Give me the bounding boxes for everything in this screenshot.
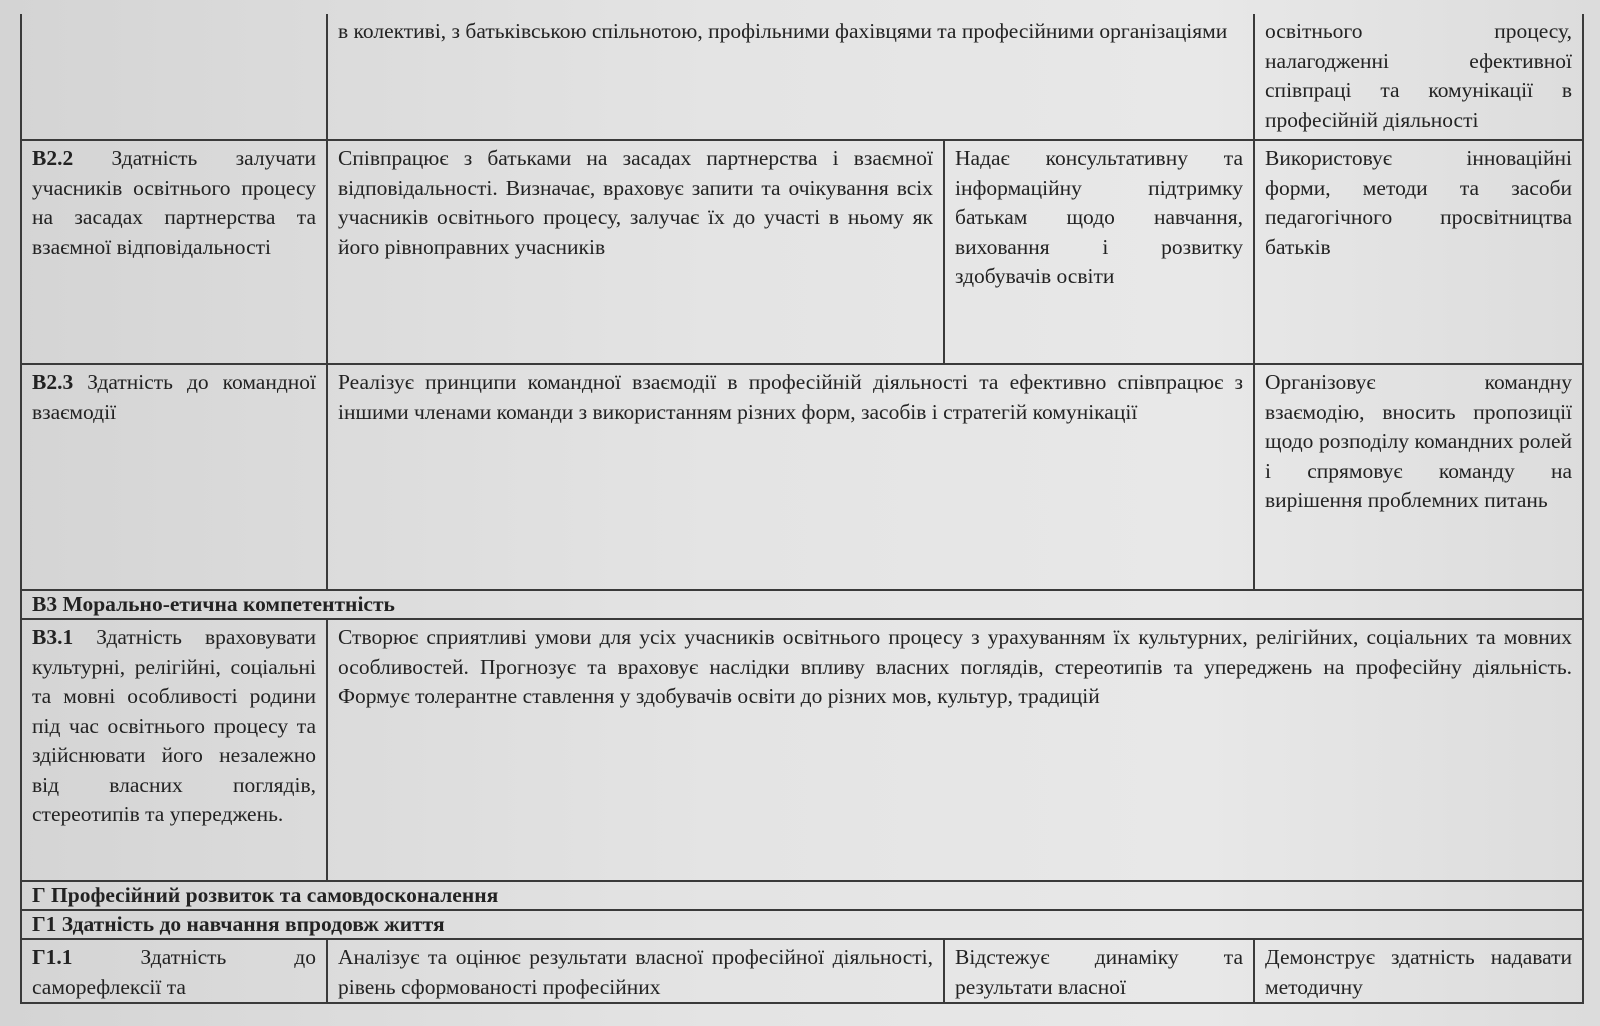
competency-code: В2.3 [32, 370, 74, 394]
competency-cell: В2.3 Здатність до командної взаємодії [21, 364, 327, 590]
competency-cell [21, 14, 327, 140]
competency-code: Г1.1 [32, 945, 73, 969]
basic-level-cell: Аналізує та оцінює результати власної професійної діяльності, рівень сформованості професійних [327, 939, 944, 1003]
table-row [21, 939, 1583, 1003]
competency-table [20, 14, 1584, 1004]
intermediate-level-cell: Відстежує динаміку та результати власної [944, 939, 1254, 1003]
table-row [21, 140, 1583, 364]
intermediate-level-cell: Надає консультативну та інформаційну підтримку батькам щодо навчання, виховання і розвитку здобувачів освіти [944, 140, 1254, 364]
competency-code: В3.1 [32, 625, 74, 649]
competency-cell: В2.2 Здатність залучати учасників освітнього процесу на засадах партнерства та взаємної відповідальності [21, 140, 327, 364]
description-cell: Реалізує принципи командної взаємодії в професійній діяльності та ефективно співпрацює з іншими членами команди з використанням різних форм, засобів і стратегій комунікації [327, 364, 1254, 590]
section-row [21, 881, 1583, 910]
section-row [21, 910, 1583, 939]
competency-cell: Г1.1 Здатність до саморефлексії та [21, 939, 327, 1003]
basic-level-cell: Співпрацює з батьками на засадах партнерства і взаємної відповідальності. Визначає, враховує запити та очікування всіх учасників освітнього процесу, залучає їх до участі в ньому як його рівноправних учасників [327, 140, 944, 364]
table-row [21, 14, 1583, 140]
section-row [21, 590, 1583, 619]
advanced-level-cell: Демонструє здатність надавати методичну [1254, 939, 1583, 1003]
competency-cell: В3.1 Здатність враховувати культурні, релігійні, соціальні та мовні особливості родини під час освітнього процесу та здійснювати його незалежно від власних поглядів, стереотипів та упереджень. [21, 619, 327, 881]
section-title: Г Професійний розвиток та самовдосконалення [21, 881, 1583, 910]
advanced-level-cell: освітнього процесу, налагодженні ефективної співпраці та комунікації в професійній діяльності [1254, 14, 1583, 140]
advanced-level-cell: Використовує інноваційні форми, методи та засоби педагогічного просвітництва батьків [1254, 140, 1583, 364]
section-title: Г1 Здатність до навчання впродовж життя [21, 910, 1583, 939]
advanced-level-cell: Організовує командну взаємодію, вносить пропозиції щодо розподілу командних ролей і спрямовує команду на вирішення проблемних питань [1254, 364, 1583, 590]
table-row [21, 619, 1583, 881]
competency-code: В2.2 [32, 146, 74, 170]
description-cell: в колективі, з батьківською спільнотою, профільними фахівцями та професійними організаціями [327, 14, 1254, 140]
table-row [21, 364, 1583, 590]
section-title: В3 Морально-етична компетентність [21, 590, 1583, 619]
description-cell: Створює сприятливі умови для усіх учасників освітнього процесу з урахуванням їх культурних, релігійних, соціальних та мовних особливостей. Прогнозує та враховує наслідки впливу власних поглядів, стереотипів та упереджень на професійну діяльність. Формує толерантне ставлення у здобувачів освіти до різних мов, культур, традицій [327, 619, 1583, 881]
